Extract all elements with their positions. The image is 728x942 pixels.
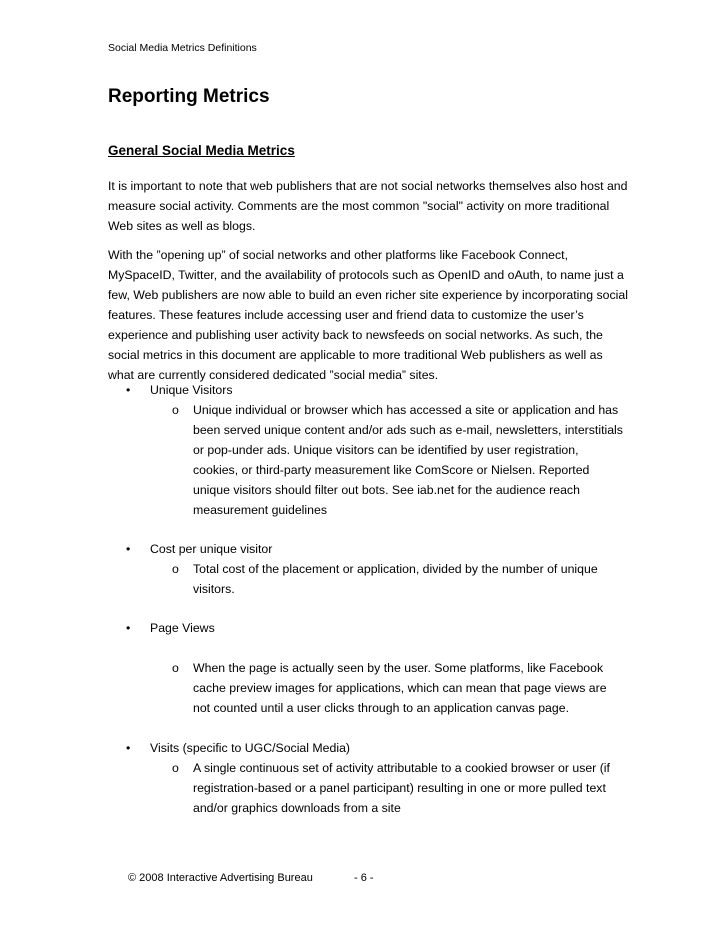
bullet-marker: •	[126, 741, 131, 755]
metric-definition: A single continuous set of activity attributable to a cookied browser or user (if registration-based or a panel participant) resulting in one or more pulled text and/or graphics downloads from a site	[193, 761, 610, 815]
running-header: Social Media Metrics Definitions	[108, 42, 257, 54]
footer-copyright: © 2008 Interactive Advertising Bureau	[128, 872, 313, 884]
metric-label: Cost per unique visitor	[150, 542, 273, 556]
metric-label: Visits (specific to UGC/Social Media)	[150, 741, 350, 755]
metric-definition: Total cost of the placement or application, divided by the number of unique visitors.	[193, 562, 598, 596]
metric-label: Unique Visitors	[150, 383, 233, 397]
metric-definition: Unique individual or browser which has accessed a site or application and has been served unique content and/or ads such as e-mail, newsletters, interstitials or pop-under ads. Unique visitors can be identified by user registration, cookies, or third-party measurement like ComScore or Nielsen. Reported unique visitors should filter out bots. See iab.net for the audience reach measurement guidelines	[193, 403, 623, 517]
metric-definition: When the page is actually seen by the user. Some platforms, like Facebook cache preview images for applications, which can mean that page views are not counted until a user clicks through to an application canvas page.	[193, 661, 607, 715]
sub-bullet-marker: o	[172, 761, 179, 775]
bullet-marker: •	[126, 621, 131, 635]
sub-bullet-marker: o	[172, 403, 179, 417]
context-paragraph: With the ”opening up” of social networks and other platforms like Facebook Connect, MySpaceID, Twitter, and the availability of protocols such as OpenID and oAuth, to name just a few, Web publishers are now able to build an even richer site experience by incorporating social features. These features include accessing user and friend data to customize the user’s experience and publishing user activity back to newsfeeds on social networks. As such, the social metrics in this document are applicable to more traditional Web publishers as well as what are currently considered dedicated ”social media” sites.	[108, 248, 628, 382]
sub-bullet-marker: o	[172, 661, 179, 675]
page-title: Reporting Metrics	[108, 86, 270, 107]
sub-bullet-marker: o	[172, 562, 179, 576]
intro-paragraph: It is important to note that web publishers that are not social networks themselves also host and measure social activity. Comments are the most common "social" activity on more traditional Web sites as well as blogs.	[108, 179, 628, 233]
bullet-marker: •	[126, 383, 131, 397]
metric-label: Page Views	[150, 621, 215, 635]
footer-page-number: - 6 -	[354, 872, 374, 884]
section-heading: General Social Media Metrics	[108, 143, 295, 158]
bullet-marker: •	[126, 542, 131, 556]
